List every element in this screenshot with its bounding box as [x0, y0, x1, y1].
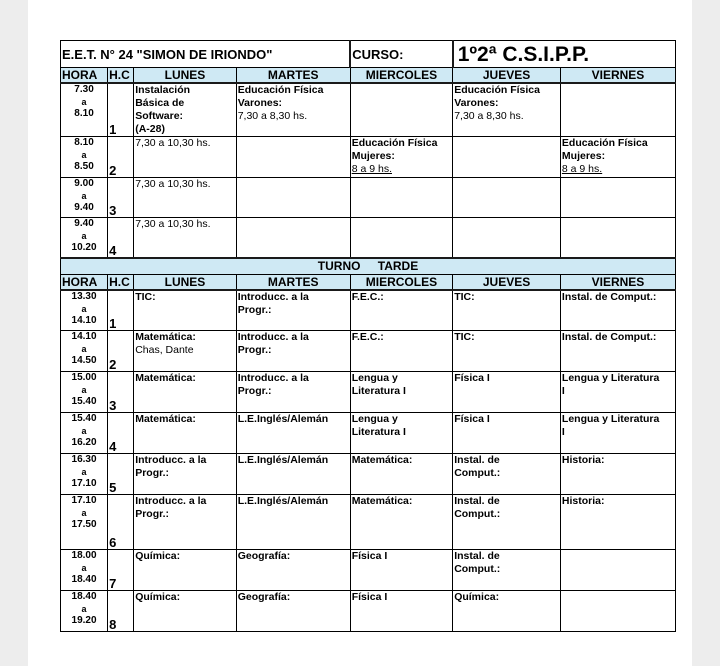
subject-cell: [453, 137, 561, 178]
time-end: 8.10: [74, 108, 94, 119]
time-slot: [61, 591, 108, 632]
subject-cell: [134, 413, 236, 454]
subject-cell: [560, 495, 675, 550]
subject-cell: [560, 290, 675, 331]
subject-cell: [453, 83, 561, 137]
time-end: 8.50: [74, 161, 94, 172]
time-a: a: [81, 508, 87, 518]
subject-cell: [453, 413, 561, 454]
subject-cell: [560, 591, 675, 632]
subject-cell: [236, 178, 350, 218]
cell-text: Instal. de: [454, 495, 500, 507]
schedule-row: [61, 550, 676, 591]
subject-cell: [236, 372, 350, 413]
school-name: E.E.T. N° 24 "SIMON DE IRIONDO": [61, 41, 351, 68]
schedule-table: [60, 40, 676, 632]
cell-text: Progr.:: [135, 467, 170, 479]
cell-text: Introducc. a la: [237, 290, 309, 303]
subject-cell: [236, 550, 350, 591]
cell-text: Educación Física: [454, 84, 540, 96]
time-end: 16.20: [71, 437, 97, 448]
subject-cell: [236, 413, 350, 454]
time-start: 7.30: [74, 84, 94, 95]
cell-text: Instal. de: [454, 454, 500, 466]
time-end: 18.40: [71, 574, 97, 585]
afternoon-header-row: [61, 274, 676, 290]
time-slot: [61, 290, 108, 331]
subject-cell: [560, 413, 675, 454]
cell-text: L.E.Inglés/Alemán: [237, 454, 329, 466]
cell-text: Educación Física: [561, 137, 648, 149]
cell-text: L.E.Inglés/Alemán: [237, 495, 329, 507]
subject-cell: [134, 178, 236, 218]
cell-text: Progr.:: [135, 508, 170, 520]
document-page: [28, 0, 692, 666]
subject-cell: [134, 550, 236, 591]
time-a: a: [81, 97, 87, 107]
subject-cell: [453, 454, 561, 495]
subject-cell: [453, 290, 561, 331]
class-hour-number: 7: [108, 550, 134, 591]
subject-cell: [350, 178, 452, 218]
subject-cell: [134, 218, 236, 258]
time-a: a: [81, 191, 87, 201]
cell-text: Chas, Dante: [135, 344, 194, 356]
cell-text: Progr.:: [237, 344, 272, 356]
schedule-row: [61, 290, 676, 331]
time-slot: [61, 372, 108, 413]
cell-text: Geografía:: [237, 550, 291, 562]
cell-text: Mujeres:: [351, 150, 395, 162]
cell-text: 7,30 a 8,30 hs.: [237, 110, 308, 122]
time-end: 17.50: [71, 519, 97, 530]
subject-cell: [236, 218, 350, 258]
time-slot: [61, 137, 108, 178]
subject-cell: [350, 372, 452, 413]
time-a: a: [81, 150, 87, 160]
time-start: 18.00: [71, 550, 97, 561]
time-start: 15.00: [71, 372, 97, 383]
cell-text: Comput.:: [454, 508, 501, 520]
time-slot: [61, 495, 108, 550]
cell-text: Comput.:: [454, 563, 501, 575]
class-hour-number: 1: [108, 290, 134, 331]
time-slot: [61, 178, 108, 218]
time-a: a: [81, 303, 87, 314]
class-hour-number: 2: [108, 331, 134, 372]
cell-text: 8 a 9 hs.: [351, 163, 392, 175]
time-a: a: [81, 604, 87, 614]
cell-text: Software:: [135, 110, 184, 122]
time-end: 19.20: [71, 615, 97, 626]
cell-text: Educación Física: [237, 84, 324, 96]
time-slot: [61, 331, 108, 372]
schedule-row: [61, 178, 676, 218]
time-start: 9.40: [74, 218, 94, 229]
cell-text: Química:: [135, 591, 181, 603]
cell-text: Lengua y Literatura: [561, 372, 660, 384]
subject-cell: [560, 331, 675, 372]
schedule-row: [61, 137, 676, 178]
class-hour-number: 4: [108, 413, 134, 454]
cell-text: Física I: [454, 413, 490, 425]
cell-text: Matemática:: [351, 454, 413, 466]
day-header: JUEVES: [453, 68, 561, 84]
cell-text: Física I: [454, 372, 490, 384]
cell-text: F.E.C.:: [351, 290, 384, 303]
subject-cell: [560, 454, 675, 495]
day-header: LUNES: [134, 274, 236, 290]
cell-text: Lengua y: [351, 372, 398, 384]
cell-text: Comput.:: [454, 467, 501, 479]
cell-text: Instalación: [135, 84, 191, 96]
time-a: a: [81, 344, 87, 354]
class-hour-number: 1: [108, 83, 134, 137]
subject-cell: [350, 137, 452, 178]
time-slot: [61, 83, 108, 137]
schedule-row: [61, 218, 676, 258]
cell-text: L.E.Inglés/Alemán: [237, 413, 329, 425]
curso-value: 1º2ª C.S.I.P.P.: [453, 41, 676, 68]
cell-text: Lengua y: [351, 413, 398, 425]
time-slot: [61, 454, 108, 495]
subject-cell: [236, 290, 350, 331]
subject-cell: [236, 83, 350, 137]
day-header: VIERNES: [560, 68, 675, 84]
cell-text: Física I: [351, 550, 388, 562]
cell-text: TIC:: [454, 290, 475, 303]
cell-text: Progr.:: [237, 303, 272, 316]
time-end: 14.50: [71, 355, 97, 366]
cell-text: Historia:: [561, 454, 605, 466]
subject-cell: [134, 83, 236, 137]
schedule-row: [61, 372, 676, 413]
time-start: 18.40: [71, 591, 97, 602]
time-a: a: [81, 563, 87, 573]
class-hour-number: 2: [108, 137, 134, 178]
cell-text: (A-28): [135, 123, 165, 135]
subject-cell: [350, 413, 452, 454]
time-start: 13.30: [71, 290, 97, 302]
time-start: 8.10: [74, 137, 94, 148]
cell-text: Introducc. a la: [135, 495, 207, 507]
hora-header: HORA: [61, 68, 108, 84]
schedule-row: [61, 591, 676, 632]
cell-text: Varones:: [237, 97, 283, 109]
cell-text: I: [561, 426, 565, 438]
cell-text: Historia:: [561, 495, 605, 507]
cell-text: F.E.C.:: [351, 331, 384, 343]
cell-text: 7,30 a 8,30 hs.: [454, 110, 524, 122]
subject-cell: [350, 331, 452, 372]
day-header: VIERNES: [560, 274, 675, 290]
class-hour-number: 3: [108, 372, 134, 413]
time-end: 9.40: [74, 202, 94, 213]
cell-text: Introducc. a la: [135, 454, 207, 466]
subject-cell: [236, 495, 350, 550]
subject-cell: [453, 550, 561, 591]
day-header: LUNES: [134, 68, 236, 84]
cell-text: Matemática:: [135, 413, 196, 425]
cell-text: Química:: [135, 550, 181, 562]
cell-text: 8 a 9 hs.: [561, 163, 603, 175]
cell-text: Instal. de Comput.:: [561, 290, 657, 303]
cell-text: 7,30 a 10,30 hs.: [135, 218, 211, 230]
hc-header: H.C: [108, 68, 134, 84]
subject-cell: [453, 372, 561, 413]
time-slot: [61, 413, 108, 454]
class-hour-number: 5: [108, 454, 134, 495]
cell-text: Matemática:: [135, 331, 196, 343]
subject-cell: [134, 372, 236, 413]
cell-text: Educación Física: [351, 137, 438, 149]
day-header: JUEVES: [453, 274, 561, 290]
subject-cell: [134, 454, 236, 495]
subject-cell: [236, 137, 350, 178]
morning-header-row: [61, 68, 676, 84]
time-slot: [61, 218, 108, 258]
curso-label: CURSO:: [350, 41, 452, 68]
cell-text: Literatura I: [351, 426, 406, 438]
cell-text: 7,30 a 10,30 hs.: [135, 178, 211, 190]
cell-text: Matemática:: [351, 495, 413, 507]
time-end: 15.40: [71, 396, 97, 407]
turno-label: TURNO TARDE: [61, 258, 676, 275]
class-hour-number: 6: [108, 495, 134, 550]
day-header: MIERCOLES: [350, 274, 452, 290]
subject-cell: [560, 137, 675, 178]
cell-text: TIC:: [135, 290, 156, 303]
subject-cell: [560, 83, 675, 137]
time-slot: [61, 550, 108, 591]
cell-text: Instal. de: [454, 550, 500, 562]
subject-cell: [134, 591, 236, 632]
cell-text: Básica de: [135, 97, 185, 109]
day-header: MARTES: [236, 274, 350, 290]
cell-text: Química:: [454, 591, 500, 603]
class-hour-number: 3: [108, 178, 134, 218]
subject-cell: [453, 331, 561, 372]
subject-cell: [134, 331, 236, 372]
subject-cell: [453, 218, 561, 258]
cell-text: Física I: [351, 591, 388, 603]
time-a: a: [81, 426, 87, 436]
hora-header: HORA: [61, 274, 108, 290]
schedule-row: [61, 331, 676, 372]
time-start: 14.10: [71, 331, 97, 342]
subject-cell: [350, 218, 452, 258]
day-header: MARTES: [236, 68, 350, 84]
time-end: 17.10: [71, 478, 97, 489]
time-start: 9.00: [74, 178, 94, 189]
cell-text: Lengua y Literatura: [561, 413, 660, 425]
cell-text: Literatura I: [351, 385, 406, 397]
time-start: 15.40: [71, 413, 97, 424]
subject-cell: [350, 495, 452, 550]
schedule-row: [61, 454, 676, 495]
cell-text: Varones:: [454, 97, 499, 109]
subject-cell: [453, 591, 561, 632]
cell-text: Introducc. a la: [237, 372, 309, 384]
subject-cell: [236, 454, 350, 495]
subject-cell: [560, 372, 675, 413]
subject-cell: [560, 178, 675, 218]
subject-cell: [350, 83, 452, 137]
subject-cell: [453, 178, 561, 218]
hc-header: H.C: [108, 274, 134, 290]
subject-cell: [236, 331, 350, 372]
subject-cell: [134, 290, 236, 331]
cell-text: I: [561, 385, 565, 397]
time-end: 10.20: [71, 242, 97, 253]
cell-text: Instal. de Comput.:: [561, 331, 657, 343]
subject-cell: [350, 591, 452, 632]
subject-cell: [236, 591, 350, 632]
cell-text: Geografía:: [237, 591, 291, 603]
schedule-row: [61, 413, 676, 454]
subject-cell: [134, 137, 236, 178]
time-a: a: [81, 467, 87, 477]
subject-cell: [560, 550, 675, 591]
schedule-row: [61, 495, 676, 550]
turno-row: [61, 258, 676, 275]
cell-text: Introducc. a la: [237, 331, 309, 343]
time-end: 14.10: [71, 314, 97, 326]
cell-text: 7,30 a 10,30 hs.: [135, 137, 211, 149]
subject-cell: [350, 454, 452, 495]
time-start: 16.30: [71, 454, 97, 465]
day-header: MIERCOLES: [350, 68, 452, 84]
cell-text: TIC:: [454, 331, 475, 343]
class-hour-number: 8: [108, 591, 134, 632]
time-a: a: [81, 385, 87, 395]
class-hour-number: 4: [108, 218, 134, 258]
subject-cell: [350, 550, 452, 591]
cell-text: Mujeres:: [561, 150, 606, 162]
subject-cell: [560, 218, 675, 258]
title-row: [61, 41, 676, 68]
subject-cell: [134, 495, 236, 550]
cell-text: Matemática:: [135, 372, 196, 384]
subject-cell: [453, 495, 561, 550]
time-a: a: [81, 231, 87, 241]
time-start: 17.10: [71, 495, 97, 506]
cell-text: Progr.:: [237, 385, 272, 397]
subject-cell: [350, 290, 452, 331]
schedule-row: [61, 83, 676, 137]
